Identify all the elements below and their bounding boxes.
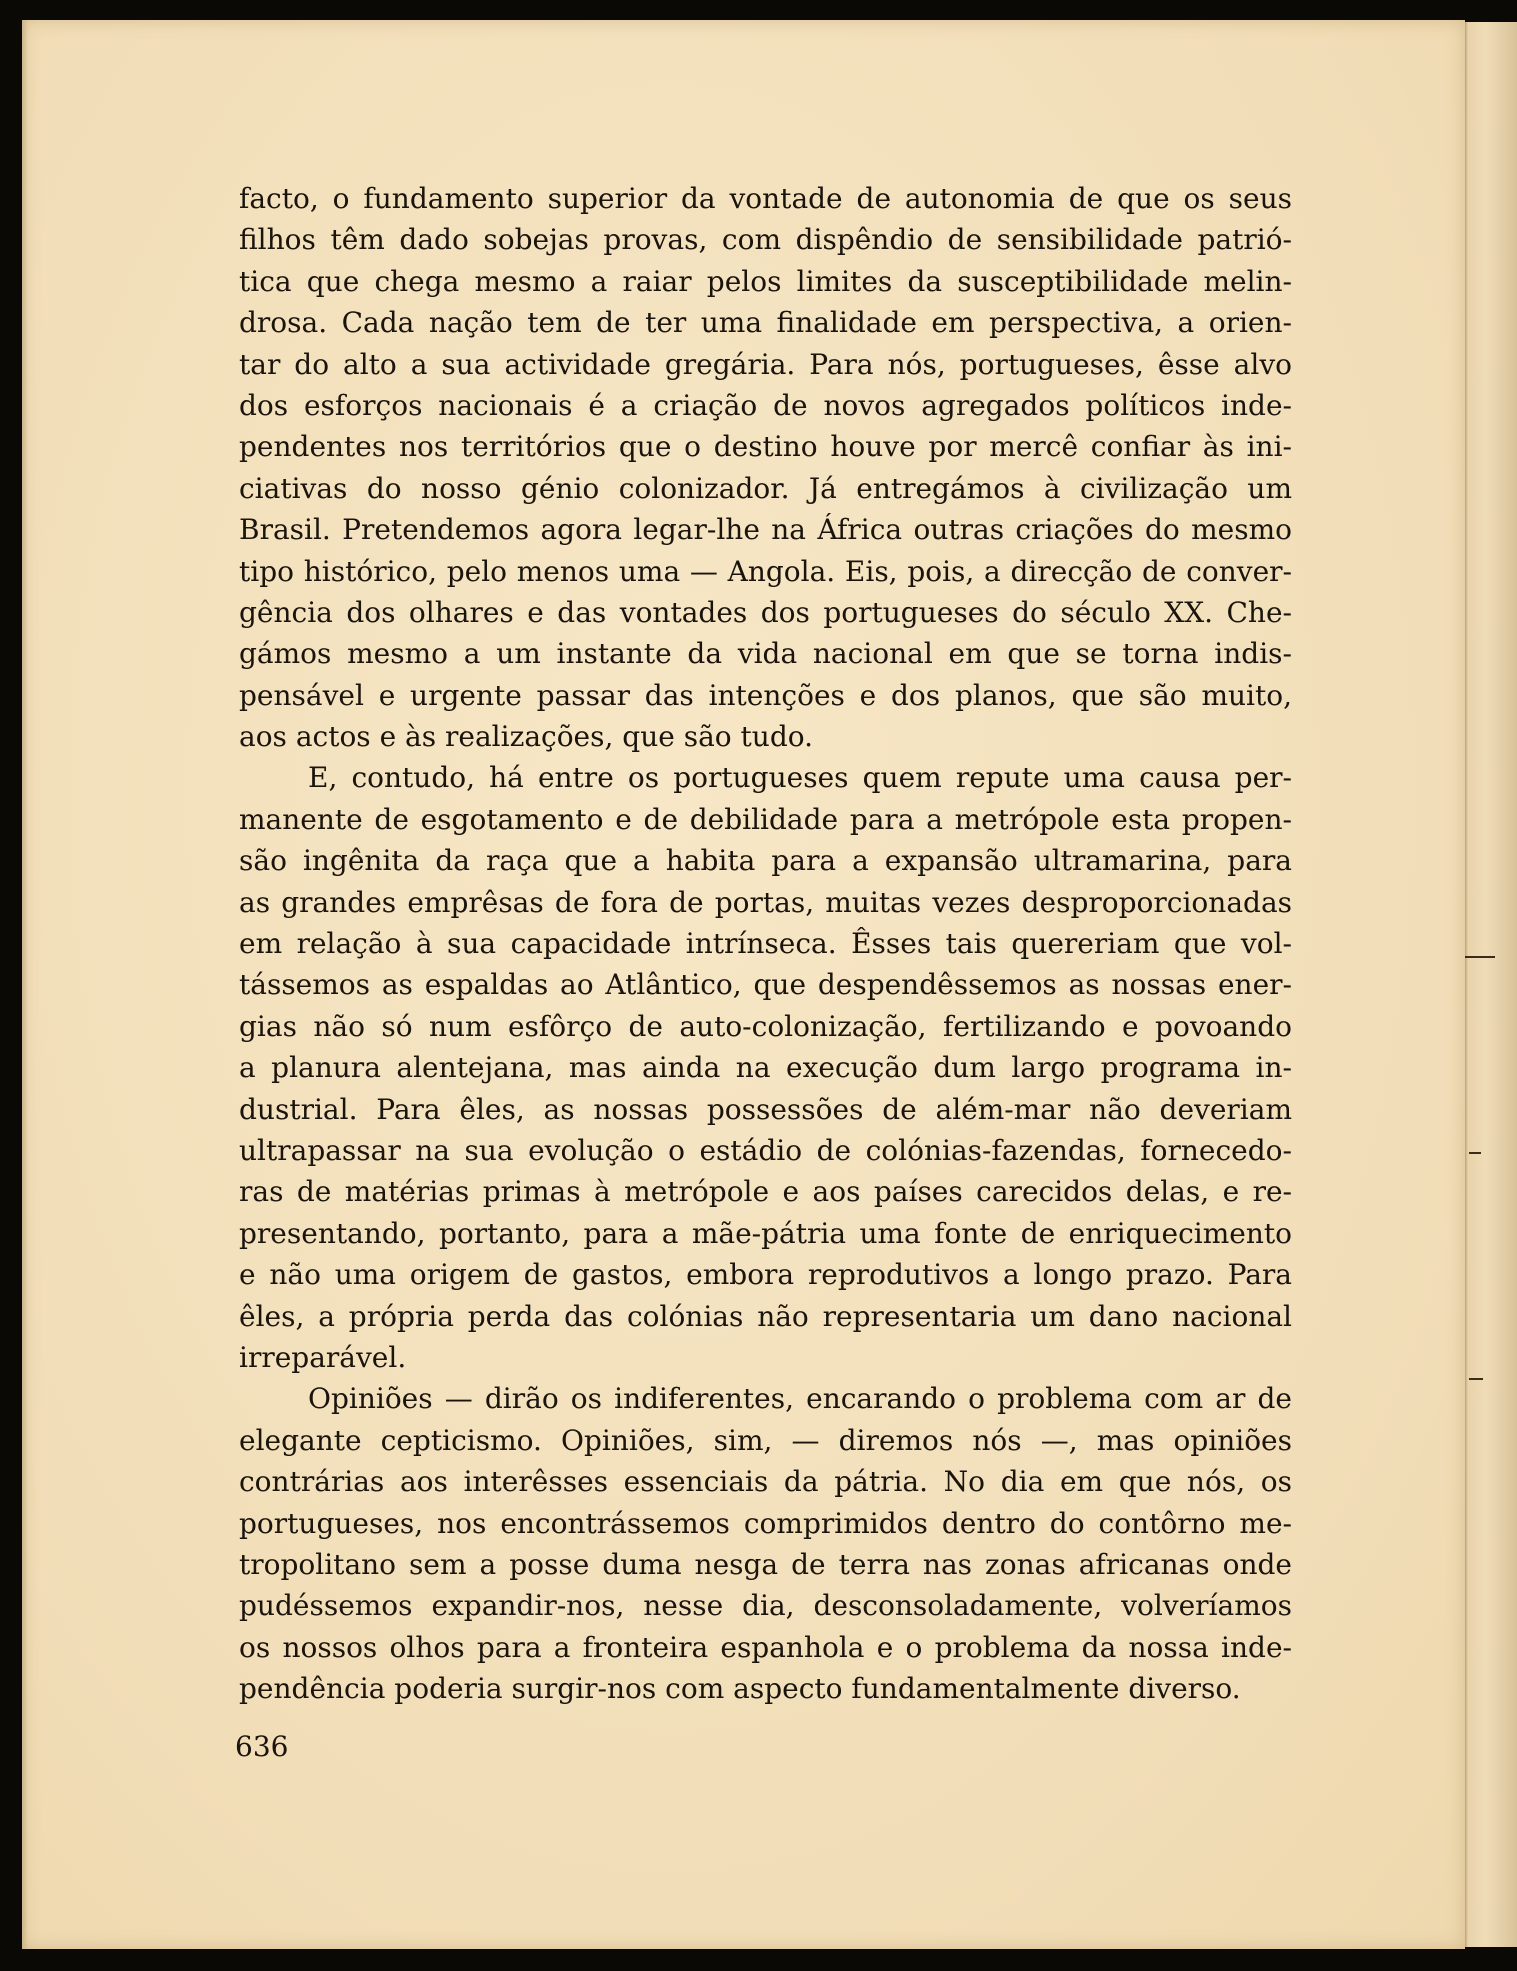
text-line: êles, a própria perda das colónias não representaria um dano nacional xyxy=(239,1299,1292,1333)
text-line: pendentes nos territórios que o destino houve por mercê confiar às ini- xyxy=(239,430,1292,464)
text-line: pensável e urgente passar das intenções e dos planos, que são muito, xyxy=(239,678,1292,712)
page-number: 636 xyxy=(235,1730,289,1763)
text-line: Opiniões — dirão os indiferentes, encarando o problema com ar de xyxy=(308,1382,1292,1416)
text-line: gámos mesmo a um instante da vida nacional em que se torna indis- xyxy=(239,637,1292,671)
edge-mark xyxy=(1465,956,1495,958)
text-line: facto, o fundamento superior da vontade de autonomia de que os seus xyxy=(239,182,1292,215)
text-line: as grandes emprêsas de fora de portas, muitas vezes desproporcionadas xyxy=(239,885,1292,919)
text-line: tica que chega mesmo a raiar pelos limites da susceptibilidade melin- xyxy=(239,264,1292,298)
text-line: elegante cepticismo. Opiniões, sim, — diremos nós —, mas opiniões xyxy=(239,1423,1292,1457)
edge-mark xyxy=(1469,1152,1481,1154)
text-line: em relação à sua capacidade intrínseca. Êsses tais quereriam que vol- xyxy=(239,927,1292,961)
text-line: e não uma origem de gastos, embora reprodutivos a longo prazo. Para xyxy=(239,1258,1292,1292)
text-line: gias não só num esfôrço de auto-colonização, fertilizando e povoando xyxy=(239,1009,1292,1043)
text-line: ciativas do nosso génio colonizador. Já entregámos à civilização um xyxy=(239,471,1292,505)
text-line: manente de esgotamento e de debilidade para a metrópole esta propen- xyxy=(239,802,1292,836)
text-line: pendência poderia surgir-nos com aspecto fundamentalmente diverso. xyxy=(239,1672,1241,1706)
next-page-edge xyxy=(1465,22,1517,1947)
text-line: filhos têm dado sobejas provas, com dispêndio de sensibilidade patrió- xyxy=(239,223,1292,257)
text-line: ultrapassar na sua evolução o estádio de colónias-fazendas, fornecedo- xyxy=(239,1133,1292,1167)
text-line: irreparável. xyxy=(239,1340,407,1374)
text-line: os nossos olhos para a fronteira espanhola e o problema da nossa inde- xyxy=(239,1630,1292,1664)
text-line: são ingênita da raça que a habita para a expansão ultramarina, para xyxy=(239,844,1292,878)
text-line: dustrial. Para êles, as nossas possessões de além-mar não deveriam xyxy=(239,1092,1292,1126)
text-line: tropolitano sem a posse duma nesga de terra nas zonas africanas onde xyxy=(239,1547,1292,1581)
paragraph xyxy=(239,1378,1292,1709)
text-line: presentando, portanto, para a mãe-pátria uma fonte de enriquecimento xyxy=(239,1216,1292,1250)
text-line: Brasil. Pretendemos agora legar-lhe na África outras criações do mesmo xyxy=(239,513,1292,547)
edge-mark xyxy=(1469,1378,1483,1380)
text-line: dos esforços nacionais é a criação de novos agregados políticos inde- xyxy=(239,388,1292,422)
text-line: aos actos e às realizações, que são tudo. xyxy=(239,720,814,754)
text-line: portugueses, nos encontrássemos comprimidos dentro do contôrno me- xyxy=(239,1506,1292,1540)
paragraph xyxy=(239,178,1292,757)
text-line: pudéssemos expandir-nos, nesse dia, desconsoladamente, volveríamos xyxy=(239,1589,1292,1623)
text-line: tássemos as espaldas ao Atlântico, que despendêssemos as nossas ener- xyxy=(239,968,1292,1002)
text-line: contrárias aos interêsses essenciais da pátria. No dia em que nós, os xyxy=(239,1465,1292,1499)
text-line: tar do alto a sua actividade gregária. Para nós, portugueses, êsse alvo xyxy=(239,347,1292,381)
paragraph xyxy=(239,757,1292,1378)
text-line: drosa. Cada nação tem de ter uma finalidade em perspectiva, a orien- xyxy=(239,306,1292,340)
text-line: tipo histórico, pelo menos uma — Angola. Eis, pois, a direcção de conver- xyxy=(239,554,1292,588)
text-line: gência dos olhares e das vontades dos portugueses do século XX. Che- xyxy=(239,595,1292,629)
text-line: E, contudo, há entre os portugueses quem repute uma causa per- xyxy=(308,761,1292,795)
body-text xyxy=(239,178,1292,1709)
text-line: a planura alentejana, mas ainda na execução dum largo programa in- xyxy=(239,1051,1292,1085)
text-line: ras de matérias primas à metrópole e aos países carecidos delas, e re- xyxy=(239,1175,1292,1209)
